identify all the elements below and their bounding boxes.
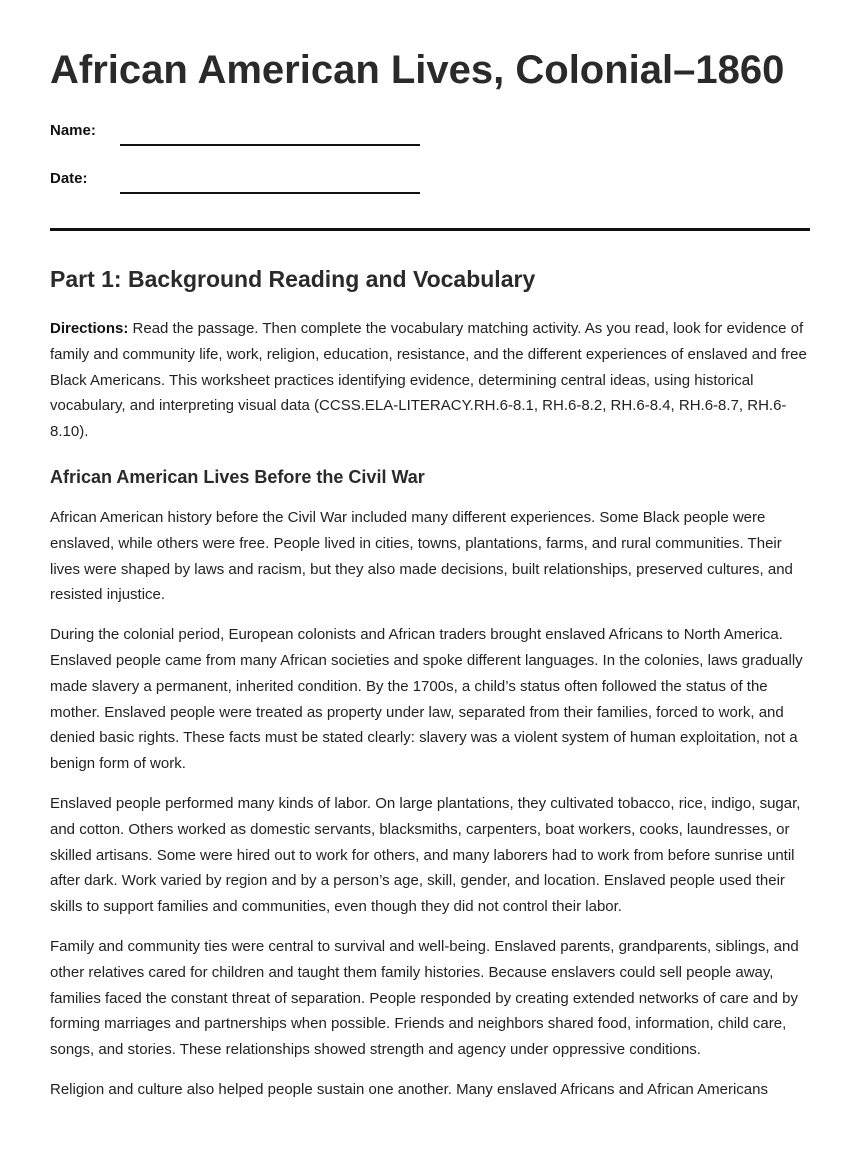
passage-heading: African American Lives Before the Civil War bbox=[50, 466, 425, 487]
name-field-row bbox=[50, 120, 430, 144]
directions-text: Read the passage. Then complete the vocabulary matching activity. As you read, look for evidence of family and community life, work, religion, education, resistance, and the different experiences of enslaved and free Black Americans. This worksheet practices identifying evidence, determining central ideas, using historical vocabulary, and interpreting visual data (CCSS.ELA-LITERACY.RH.6-8.1, RH.6-8.2, RH.6-8.4, RH.6-8.7, RH.6-8.10). bbox=[50, 320, 807, 441]
name-label: Name: bbox=[50, 122, 96, 139]
passage-paragraph-3: Enslaved people performed many kinds of labor. On large plantations, they cultivated tobacco, rice, indigo, sugar, and cotton. Others worked as domestic servants, blacksmiths, carpenters, boat workers, cooks, laundresses, or skilled artisans. Some were hired out to work for others, and many laborers had to work from before sunrise until after dark. Work varied by region and by a person’s age, skill, gender, and location. Enslaved people used their skills to support families and communities, even though they did not control their labor. bbox=[50, 794, 801, 916]
part-1-heading: Part 1: Background Reading and Vocabulary bbox=[50, 266, 536, 292]
directions-paragraph bbox=[50, 316, 810, 445]
passage-paragraph-2: During the colonial period, European colonists and African traders brought enslaved Africans to North America. Enslaved people came from many African societies and spoke different languages. In the colonies, laws gradually made slavery a permanent, inherited condition. By the 1700s, a child’s status often followed the status of the mother. Enslaved people were treated as property under law, separated from their families, forced to work, and denied basic rights. These facts must be stated clearly: slavery was a violent system of human exploitation, not a benign form of work. bbox=[50, 626, 803, 773]
header-divider bbox=[50, 228, 810, 231]
name-field[interactable] bbox=[120, 144, 420, 146]
reading-content bbox=[50, 316, 810, 1117]
passage-paragraph-4: Family and community ties were central to survival and well-being. Enslaved parents, grandparents, siblings, and other relatives cared for children and taught them family histories. Because enslavers could sell people away, families faced the constant threat of separation. People responded by creating extended networks of care and by forming marriages and partnerships when possible. Friends and neighbors shared food, information, child care, songs, and stories. These relationships showed strength and agency under oppressive conditions. bbox=[50, 937, 799, 1059]
date-label: Date: bbox=[50, 170, 88, 187]
passage-paragraph-5: Religion and culture also helped people sustain one another. Many enslaved Africans and African Americans bbox=[50, 1080, 768, 1098]
page-title: African American Lives, Colonial–1860 bbox=[50, 48, 785, 92]
directions-label: Directions: bbox=[50, 320, 129, 337]
passage-paragraph-1: African American history before the Civil War included many different experiences. Some Black people were enslaved, while others were free. People lived in cities, towns, plantations, farms, and rural communities. Their lives were shaped by laws and racism, but they also made decisions, built relationships, preserved cultures, and resisted injustice. bbox=[50, 508, 793, 604]
date-field[interactable] bbox=[120, 192, 420, 194]
date-field-row bbox=[50, 168, 430, 192]
